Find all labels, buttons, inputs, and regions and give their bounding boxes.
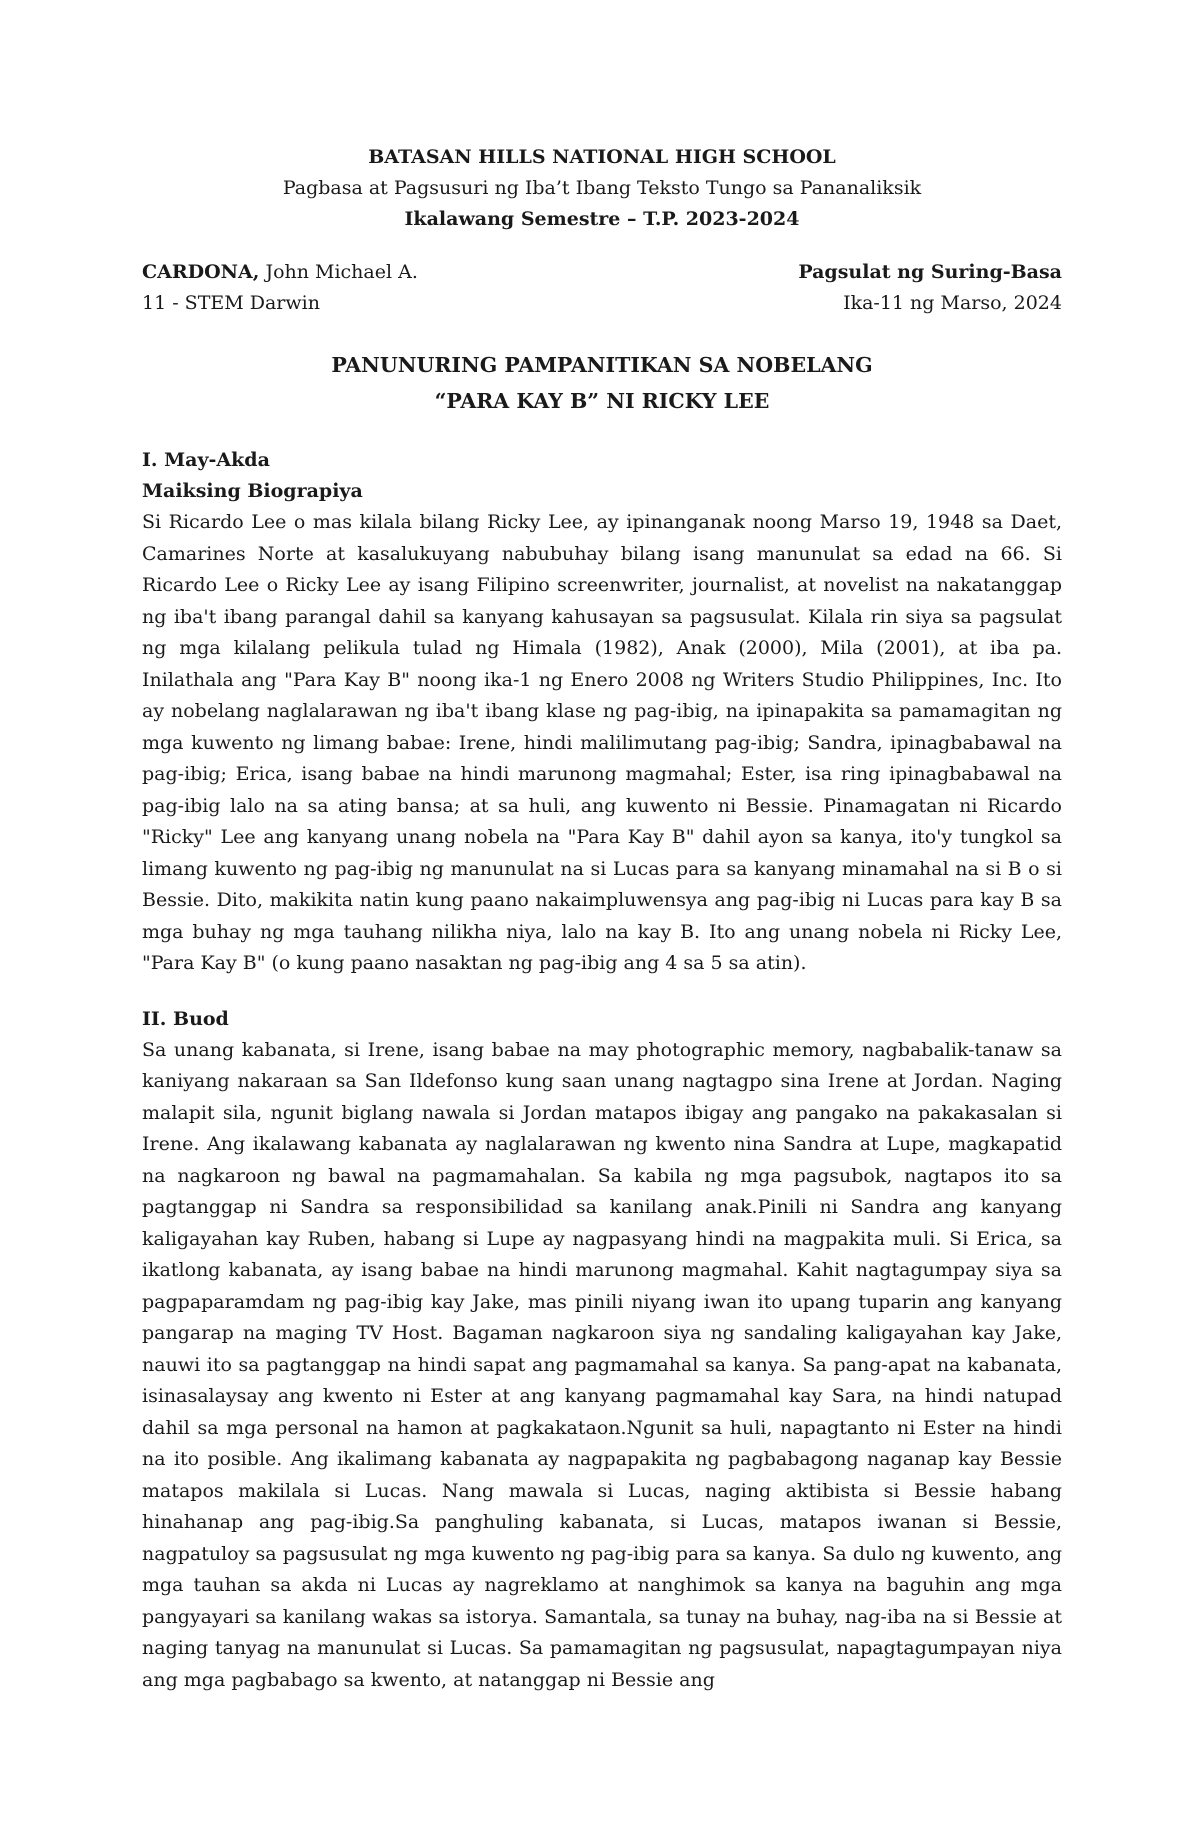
semester-line: Ikalawang Semestre – T.P. 2023-2024 bbox=[404, 208, 800, 230]
section-summary bbox=[142, 1004, 1062, 1697]
student-surname: CARDONA, bbox=[142, 261, 260, 283]
subject-title: Pagbasa at Pagsusuri ng Iba’t Ibang Teksto Tungo sa Pananaliksik bbox=[282, 177, 922, 199]
title-line-1: PANUNURING PAMPANITIKAN SA NOBELANG bbox=[331, 353, 873, 377]
section-author-body: Si Ricardo Lee o mas kilala bilang Ricky Lee, ay ipinanganak noong Marso 19, 1948 sa Daet, Camarines Norte at kasalukuyang nabubuhay bilang isang manunulat sa edad na 66. Si Ricardo Lee o Ricky Lee ay isang Filipino screenwriter, journalist, at novelist na nakatanggap ng iba't ibang parangal dahil sa kanyang kahusayan sa pagsusulat. Kilala rin siya sa pagsulat ng mga kilalang pelikula tulad ng Himala (1982), Anak (2000), Mila (2001), at iba pa. Inilathala ang "Para Kay B" noong ika-1 ng Enero 2008 ng Writers Studio Philippines, Inc. Ito ay nobelang naglalarawan ng iba't ibang klase ng pag-ibig, na ipinapakita sa pamamagitan ng mga kuwento ng limang babae: Irene, hindi malilimutang pag-ibig; Sandra, ipinagbabawal na pag-ibig; Erica, isang babae na hindi marunong magmahal; Ester, isa ring ipinagbabawal na pag-ibig lalo na sa ating bansa; at sa huli, ang kuwento ni Bessie. Pinamagatan ni Ricardo "Ricky" Lee ang kanyang unang nobela na "Para Kay B" dahil ayon sa kanya, ito'y tungkol sa limang kuwento ng pag-ibig ng manunulat na si Lucas para sa kanyang minamahal na si B o si Bessie. Dito, makikita natin kung paano nakaimpluwensya ang pag-ibig ni Lucas para kay B sa mga buhay ng mga tauhang nilikha niya, lalo na kay B. Ito ang unang nobela ni Ricky Lee, "Para Kay B" (o kung paano nasaktan ng pag-ibig ang 4 sa 5 sa atin). bbox=[142, 511, 1062, 974]
document-title bbox=[142, 347, 1062, 419]
title-line-2: “PARA KAY B” NI RICKY LEE bbox=[434, 389, 770, 413]
student-section: 11 - STEM Darwin bbox=[142, 292, 320, 314]
submission-date: Ika-11 ng Marso, 2024 bbox=[843, 292, 1062, 314]
student-name bbox=[142, 257, 418, 288]
student-info-left bbox=[142, 257, 418, 319]
student-info-right bbox=[798, 257, 1062, 319]
student-given-name: John Michael A. bbox=[259, 261, 418, 283]
school-name: BATASAN HILLS NATIONAL HIGH SCHOOL bbox=[368, 146, 836, 168]
section-summary-heading: II. Buod bbox=[142, 1007, 229, 1030]
section-author-subheading: Maiksing Biograpiya bbox=[142, 480, 363, 502]
section-author bbox=[142, 445, 1062, 980]
section-spacer bbox=[142, 980, 1062, 1004]
student-info bbox=[142, 257, 1062, 319]
assignment-type: Pagsulat ng Suring-Basa bbox=[798, 261, 1062, 283]
section-author-heading: I. May-Akda bbox=[142, 449, 270, 471]
section-summary-body: Sa unang kabanata, si Irene, isang babae na may photographic memory, nagbabalik-tanaw sa kaniyang nakaraan sa San Ildefonso kung saan unang nagtagpo sina Irene at Jordan. Naging malapit sila, ngunit biglang nawala si Jordan matapos ibigay ang pangako na pakakasalan si Irene. Ang ikalawang kabanata ay naglalarawan ng kwento nina Sandra at Lupe, magkapatid na nagkaroon ng bawal na pagmamahalan. Sa kabila ng mga pagsubok, nagtapos ito sa pagtanggap ni Sandra sa responsibilidad sa kanilang anak.Pinili ni Sandra ang kanyang kaligayahan kay Ruben, habang si Lupe ay nagpasyang hindi na magpakita muli. Si Erica, sa ikatlong kabanata, ay isang babae na hindi marunong magmahal. Kahit nagtagumpay siya sa pagpaparamdam ng pag-ibig kay Jake, mas pinili niyang iwan ito upang tuparin ang kanyang pangarap na maging TV Host. Bagaman nagkaroon siya ng sandaling kaligayahan kay Jake, nauwi ito sa pagtanggap na hindi sapat ang pagmamahal sa kanya. Sa pang-apat na kabanata, isinasalaysay ang kwento ni Ester at ang kanyang pagmamahal kay Sara, na hindi natupad dahil sa mga personal na hamon at pagkakataon.Ngunit sa huli, napagtanto ni Ester na hindi na ito posible. Ang ikalimang kabanata ay nagpapakita ng pagbabagong naganap kay Bessie matapos makilala si Lucas. Nang mawala si Lucas, naging aktibista si Bessie habang hinahanap ang pag-ibig.Sa panghuling kabanata, si Lucas, matapos iwanan si Bessie, nagpatuloy sa pagsusulat ng mga kuwento ng pag-ibig para sa kanya. Sa dulo ng kuwento, ang mga tauhan sa akda ni Lucas ay nagreklamo at nanghimok sa kanya na baguhin ang mga pangyayari sa kanilang wakas sa istorya. Samantala, sa tunay na buhay, nag-iba na si Bessie at naging tanyag na manunulat si Lucas. Sa pamamagitan ng pagsusulat, napagtagumpayan niya ang mga pagbabago sa kwento, at natanggap ni Bessie ang bbox=[142, 1038, 1062, 1691]
document-header bbox=[142, 142, 1062, 235]
